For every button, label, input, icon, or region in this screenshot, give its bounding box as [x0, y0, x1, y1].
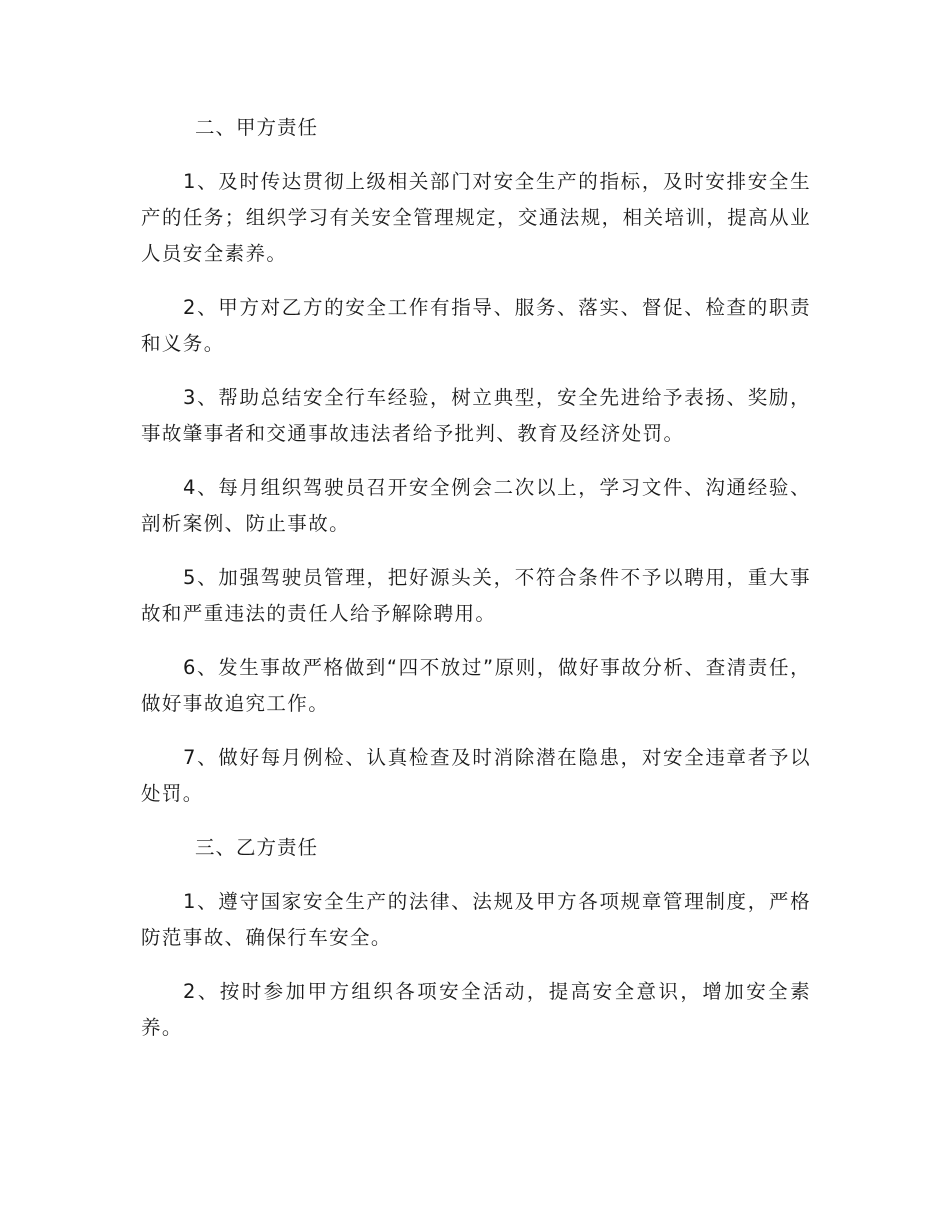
paragraph-b1: 1、遵守国家安全生产的法律、法规及甲方各项规章管理制度，严格防范事故、确保行车安全。	[141, 890, 811, 949]
paragraph-a6: 6、发生事故严格做到“四不放过”原则，做好事故分析、查清责任，做好事故追究工作。	[141, 656, 811, 715]
section-heading-party-a: 二、甲方责任	[195, 116, 319, 139]
paragraph-a7: 7、做好每月例检、认真检查及时消除潜在隐患，对安全违章者予以处罚。	[141, 746, 811, 805]
document-body	[141, 110, 811, 1064]
paragraph-a4: 4、每月组织驾驶员召开安全例会二次以上，学习文件、沟通经验、剖析案例、防止事故。	[141, 476, 811, 535]
paragraph-a1: 1、及时传达贯彻上级相关部门对安全生产的指标，及时安排安全生产的任务；组织学习有关安全管理规定，交通法规，相关培训，提高从业人员安全素养。	[141, 170, 811, 265]
section-heading-party-b: 三、乙方责任	[195, 836, 319, 859]
paragraph-b2: 2、按时参加甲方组织各项安全活动，提高安全意识，增加安全素养。	[141, 980, 811, 1039]
paragraph-a3: 3、帮助总结安全行车经验，树立典型，安全先进给予表扬、奖励，事故肇事者和交通事故违法者给予批判、教育及经济处罚。	[141, 386, 811, 445]
paragraph-a2: 2、甲方对乙方的安全工作有指导、服务、落实、督促、检查的职责和义务。	[141, 296, 811, 355]
paragraph-a5: 5、加强驾驶员管理，把好源头关，不符合条件不予以聘用，重大事故和严重违法的责任人给予解除聘用。	[141, 566, 811, 625]
